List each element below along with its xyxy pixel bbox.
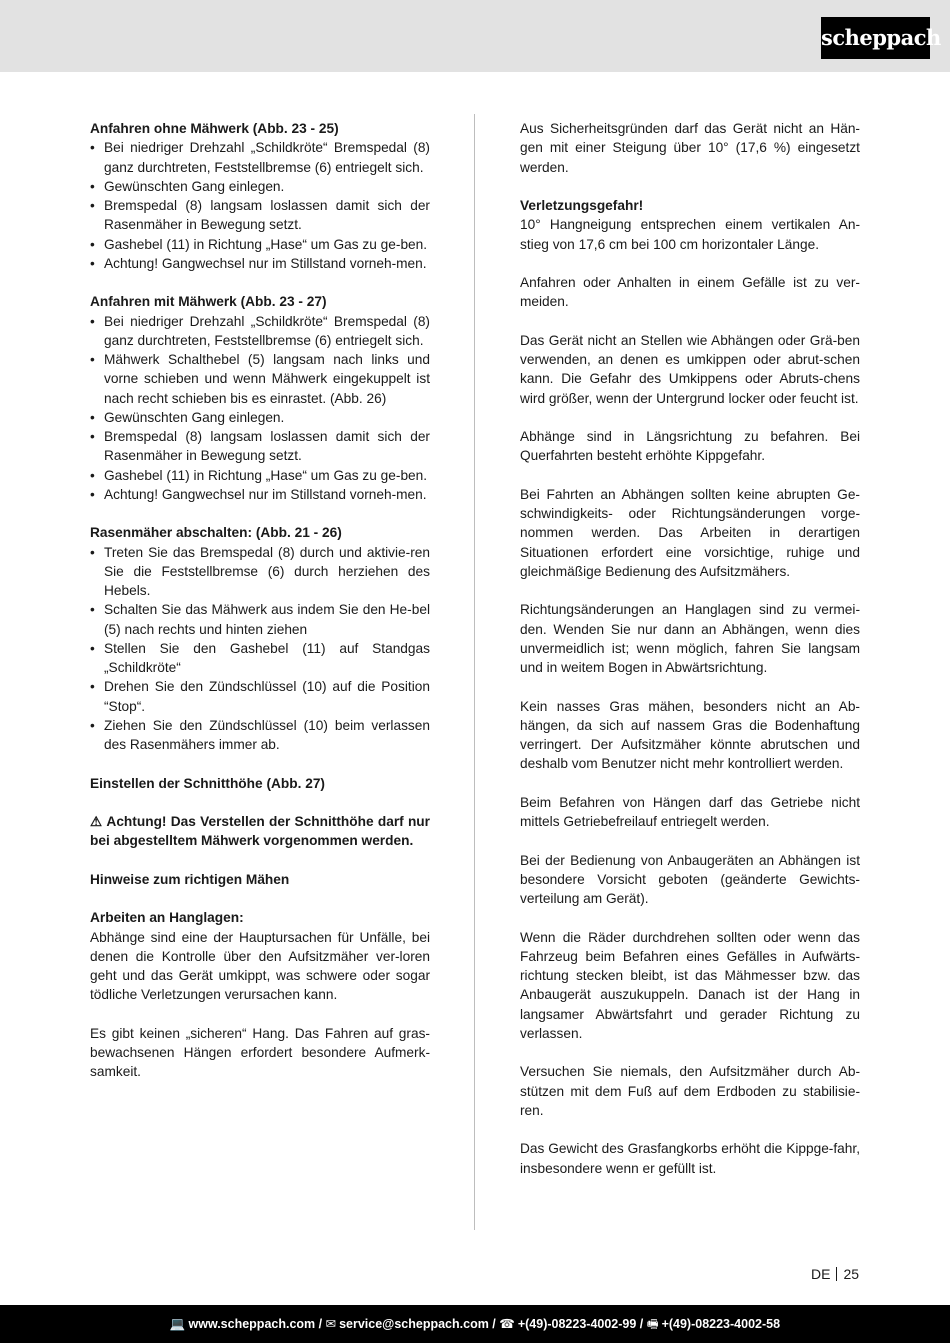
paragraph: Beim Befahren von Hängen darf das Getriebe nicht mittels Getriebefreilauf entriegelt werden.	[520, 794, 860, 829]
list-item: • Bei niedriger Drehzahl „Schildkröte“ Bremspedal (8) ganz durchtreten, Feststellbremse (6) entriegelt sich.	[90, 138, 430, 177]
list-item: • Achtung! Gangwechsel nur im Stillstand vorneh-men.	[90, 254, 430, 273]
bullet-list	[90, 138, 430, 273]
page-number	[811, 1265, 859, 1283]
paragraph: Bei Fahrten an Abhängen sollten keine abrupten Ge-schwindigkeits- oder Richtungsänderungen vorge-nommen werden. Das Arbeiten in derartigen Situationen erfordert eine vorsichtige, ruhige und gleichmäßige Bedienung des Aufsitzmähers.	[520, 486, 860, 579]
footer-contact	[0, 1305, 950, 1343]
paragraph: Abhänge sind in Längsrichtung zu befahren. Bei Querfahrten besteht erhöhte Kippgefahr.	[520, 429, 860, 464]
paragraph: Abhänge sind eine der Hauptursachen für Unfälle, bei denen die Kontrolle über den Aufsitzmäher ver-loren geht und das Gerät umkippt, was schwere oder sogar tödliche Verletzungen verursachen kann.	[90, 929, 430, 1003]
fax-icon: 🖷	[646, 1317, 659, 1331]
list-item: • Gashebel (11) in Richtung „Hase“ um Gas zu ge-ben.	[90, 235, 430, 254]
warning-text: ⚠ Achtung! Das Verstellen der Schnitthöhe darf nur bei abgestelltem Mähwerk vorgenommen werden.	[90, 814, 430, 849]
paragraph: Bei der Bedienung von Anbaugeräten an Abhängen ist besondere Vorsicht geboten (geänderte Gewichts-verteilung am Gerät).	[520, 852, 860, 906]
footer-separator: /	[488, 1317, 500, 1331]
list-item: • Bei niedriger Drehzahl „Schildkröte“ Bremspedal (8) ganz durchtreten, Feststellbremse (6) entriegelt sich.	[90, 312, 430, 351]
list-item: • Gewünschten Gang einlegen.	[90, 177, 430, 196]
section-title: Verletzungsgefahr!	[520, 198, 644, 213]
list-item: • Gashebel (11) in Richtung „Hase“ um Gas zu ge-ben.	[90, 466, 430, 485]
section-title: Anfahren mit Mähwerk (Abb. 23 - 27)	[90, 294, 327, 310]
email-link[interactable]: service@scheppach.com	[339, 1317, 489, 1331]
paragraph: 10° Hangneigung entsprechen einem vertikalen An-stieg von 17,6 cm bei 100 cm horizontaler Länge.	[520, 217, 860, 252]
list-item: • Treten Sie das Bremspedal (8) durch und aktivie-ren Sie die Feststellbremse (6) durch herziehen des Hebels.	[90, 543, 430, 601]
section-title: Einstellen der Schnitthöhe (Abb. 27)	[90, 775, 325, 791]
section-title	[90, 523, 430, 542]
right-column	[520, 119, 860, 1178]
fax-number: +(49)-08223-4002-58	[661, 1317, 781, 1331]
section-title-rest: : (Abb. 21 - 26)	[247, 525, 342, 541]
bullet-list	[90, 312, 430, 505]
section-title: Arbeiten an Hanglagen:	[90, 910, 244, 926]
list-item: • Ziehen Sie den Zündschlüssel (10) beim verlassen des Rasenmähers immer ab.	[90, 716, 430, 755]
computer-icon: 💻	[169, 1317, 186, 1331]
section-title: Anfahren ohne Mähwerk (Abb. 23 - 25)	[90, 121, 339, 136]
section-title-bold: Rasenmäher abschalten	[90, 525, 248, 541]
paragraph: Richtungsänderungen an Hanglagen sind zu vermei-den. Wenden Sie nur dann an Abhängen, wenn dies unvermeidlich ist; wenn möglich, fahren Sie langsam und in weitem Bogen in Abwärtsrichtung.	[520, 602, 860, 675]
section-title: Hinweise zum richtigen Mähen	[90, 871, 290, 887]
brand-logo: scheppach	[821, 17, 930, 59]
footer-separator: /	[315, 1317, 326, 1331]
footer-separator: /	[636, 1317, 647, 1331]
list-item: • Stellen Sie den Gashebel (11) auf Standgas „Schildkröte“	[90, 639, 430, 678]
list-item: • Bremspedal (8) langsam loslassen damit sich der Rasenmäher in Bewegung setzt.	[90, 196, 430, 235]
website-link[interactable]: www.scheppach.com	[188, 1317, 316, 1331]
mail-icon: ✉	[325, 1317, 337, 1331]
list-item: • Schalten Sie das Mähwerk aus indem Sie den He-bel (5) nach rechts und hinten ziehen	[90, 600, 430, 639]
page-number-separator	[836, 1267, 837, 1281]
phone-number: +(49)-08223-4002-99	[517, 1317, 637, 1331]
paragraph: Das Gerät nicht an Stellen wie Abhängen oder Grä-ben verwenden, an denen es umkippen oder abrut-schen kann. Die Gefahr des Umkippens oder Abruts-chens wird größer, wenn der Untergrund locker oder feucht ist.	[520, 332, 860, 406]
column-divider	[474, 114, 475, 1230]
paragraph: Aus Sicherheitsgründen darf das Gerät nicht an Hän-gen mit einer Steigung über 10° (17,6 %) eingesetzt werden.	[520, 121, 860, 175]
paragraph: Anfahren oder Anhalten in einem Gefälle ist zu ver-meiden.	[520, 275, 860, 310]
phone-icon: ☎	[499, 1317, 515, 1331]
header-bar	[0, 0, 950, 72]
list-item: • Mähwerk Schalthebel (5) langsam nach links und vorne schieben und wenn Mähwerk eingekuppelt ist nach recht schieben bis es einrastet. (Abb. 26)	[90, 350, 430, 408]
paragraph: Versuchen Sie niemals, den Aufsitzmäher durch Ab-stützen mit dem Fuß auf dem Erdboden zu stabilisie-ren.	[520, 1064, 860, 1118]
page-number-value: 25	[843, 1266, 860, 1282]
list-item: • Drehen Sie den Zündschlüssel (10) auf die Position “Stop“.	[90, 677, 430, 716]
paragraph: Wenn die Räder durchdrehen sollten oder wenn das Fahrzeug beim Befahren eines Gefälles in Aufwärts-richtung stecken bleibt, ist das Mähmesser bzw. das Anbaugerät auszukuppeln. Danach ist der Hang in langsamer Abwärtsfahrt und gerader Richtung zu verlassen.	[520, 929, 860, 1041]
page-language: DE	[811, 1266, 831, 1282]
list-item: • Gewünschten Gang einlegen.	[90, 408, 430, 427]
paragraph: Kein nasses Gras mähen, besonders nicht an Ab-hängen, da sich auf nassem Gras die Bodenhaftung verringert. Der Aufsitzmäher könnte abrutschen und deshalb vom Benutzer nicht mehr kontrolliert werden.	[520, 698, 860, 772]
bullet-list	[90, 543, 430, 755]
footer-bar	[0, 1305, 950, 1343]
list-item: • Achtung! Gangwechsel nur im Stillstand vorneh-men.	[90, 485, 430, 504]
left-column	[90, 119, 430, 1082]
paragraph: Das Gewicht des Grasfangkorbs erhöht die Kippge-fahr, insbesondere wenn er gefüllt ist.	[520, 1141, 860, 1176]
list-item: • Bremspedal (8) langsam loslassen damit sich der Rasenmäher in Bewegung setzt.	[90, 427, 430, 466]
paragraph: Es gibt keinen „sicheren“ Hang. Das Fahren auf gras-bewachsenen Hängen erfordert besondere Aufmerk-samkeit.	[90, 1025, 430, 1080]
